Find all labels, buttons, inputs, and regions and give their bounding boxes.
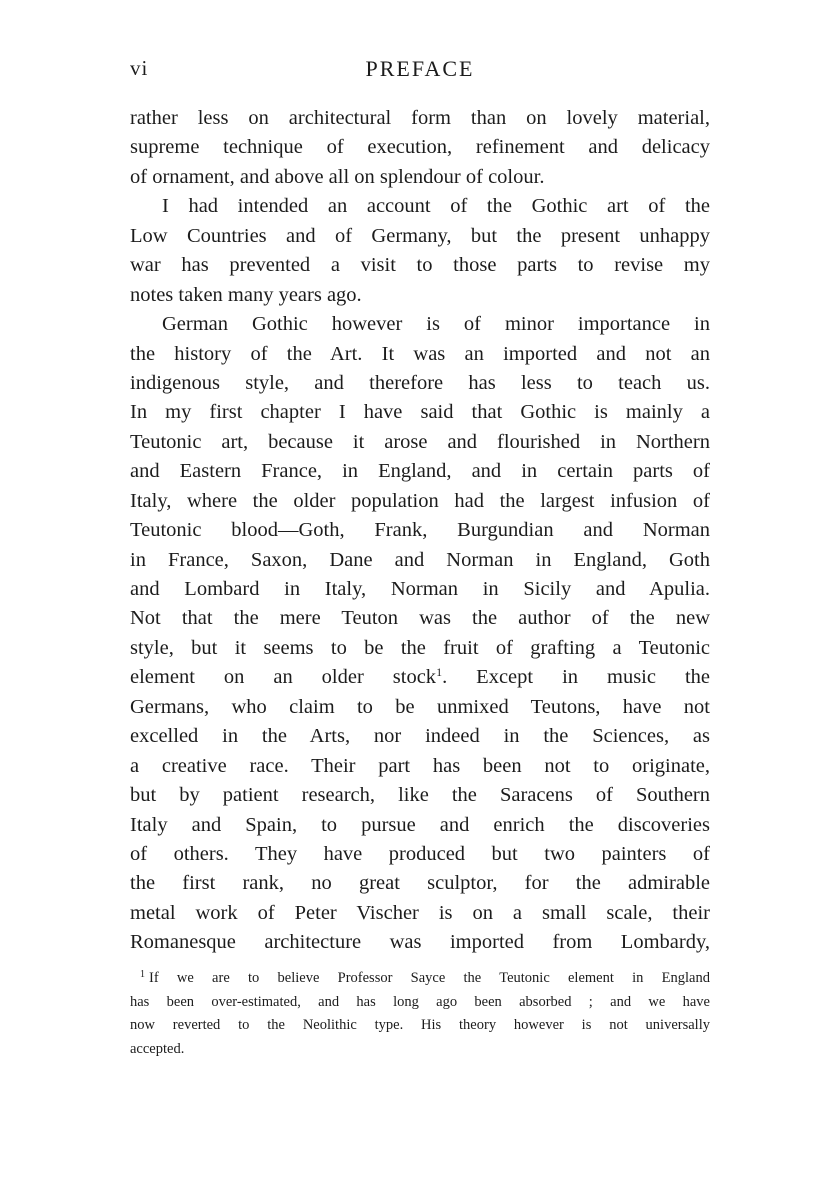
text-line: the first rank, no great sculptor, for the admirable bbox=[130, 872, 710, 895]
page-header bbox=[130, 56, 710, 88]
text-line: In my first chapter I have said that Gothic is mainly a bbox=[130, 401, 710, 424]
text-line: indigenous style, and therefore has less to teach us. bbox=[130, 371, 710, 394]
footnote-line: now reverted to the Neolithic type. His theory however is not universally bbox=[130, 1017, 710, 1033]
body-text bbox=[130, 104, 710, 958]
text-line: Romanesque architecture was imported from Lombardy, bbox=[130, 931, 710, 954]
text-line: war has prevented a visit to those parts to revise my bbox=[130, 254, 710, 277]
text-fragment: . Except in music the bbox=[442, 666, 710, 689]
footnote-text: If we are to believe Professor Sayce the Teutonic element in England bbox=[149, 970, 710, 986]
text-line: excelled in the Arts, nor indeed in the Sciences, as bbox=[130, 725, 710, 748]
text-line: Teutonic art, because it arose and flourished in Northern bbox=[130, 430, 710, 453]
text-line: metal work of Peter Vischer is on a small scale, their bbox=[130, 901, 710, 924]
text-line: Low Countries and of Germany, but the present unhappy bbox=[130, 224, 710, 247]
text-line: German Gothic however is of minor importance in bbox=[162, 313, 710, 336]
text-line: Not that the mere Teuton was the author of the new bbox=[130, 607, 710, 630]
text-line: Germans, who claim to be unmixed Teutons, have not bbox=[130, 695, 710, 718]
text-line: a creative race. Their part has been not to originate, bbox=[130, 754, 710, 777]
text-line: supreme technique of execution, refinement and delicacy bbox=[130, 136, 710, 159]
running-title: PREFACE bbox=[365, 56, 475, 81]
text-line: but by patient research, like the Saracens of Southern bbox=[130, 784, 710, 807]
text-line: Teutonic blood—Goth, Frank, Burgundian and Norman bbox=[130, 519, 710, 542]
text-line: of ornament, and above all on splendour of colour. bbox=[130, 165, 545, 188]
text-line: notes taken many years ago. bbox=[130, 283, 362, 306]
text-line: and Lombard in Italy, Norman in Sicily and Apulia. bbox=[130, 578, 710, 600]
footnotes bbox=[130, 967, 710, 1061]
text-line: and Eastern France, in England, and in certain parts of bbox=[130, 460, 710, 483]
text-line: in France, Saxon, Dane and Norman in England, Goth bbox=[130, 548, 710, 571]
text-line: Italy and Spain, to pursue and enrich the discoveries bbox=[130, 813, 710, 836]
text-line-with-footnote bbox=[130, 663, 710, 692]
footnote-reference[interactable]: 1 bbox=[436, 665, 443, 680]
footnote-line: accepted. bbox=[130, 1040, 185, 1057]
text-line: Italy, where the older population had the largest infusion of bbox=[130, 489, 710, 512]
text-fragment: element on an older stock bbox=[130, 666, 437, 689]
text-line: style, but it seems to be the fruit of grafting a Teutonic bbox=[130, 636, 710, 659]
footnote-marker: 1 bbox=[140, 969, 145, 980]
page-number: vi bbox=[130, 56, 149, 80]
text-line: of others. They have produced but two painters of bbox=[130, 842, 710, 865]
footnote-line bbox=[130, 967, 710, 991]
text-line: the history of the Art. It was an imported and not an bbox=[130, 342, 710, 365]
text-line: I had intended an account of the Gothic art of the bbox=[162, 195, 710, 218]
text-line: rather less on architectural form than on lovely material, bbox=[130, 107, 710, 129]
footnote-line: has been over-estimated, and has long ago been absorbed ; and we have bbox=[130, 993, 710, 1010]
